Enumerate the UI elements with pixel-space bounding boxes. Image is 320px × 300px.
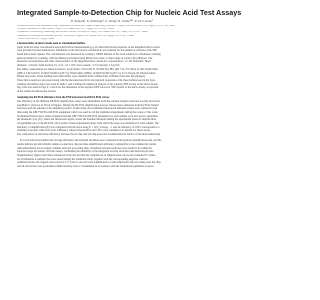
body-text-line: Key were also used in Figs 4, 5 and 6 for the simulation of the negative DEP forces for SEP capture of the micro-beads, as reported <box>17 86 159 90</box>
body-text-line: washing and elution steps were used in Table 1 and 2 during the numerical analysis of the capture (SEP forces) on the micro-beads. <box>17 82 159 86</box>
body-text <box>17 42 197 169</box>
body-text-line: and all extractions were performed within biosafety level 2 containment in accordance with the institutional guidelines in place. <box>17 165 155 168</box>
body-text-line: A logarithmic plot of the RT-PCR curve yields a linear exponential phase, from which the slope was estimated for each sample. The <box>17 121 159 125</box>
body-text-line: time using the ABI 7500 Fast RT-PCR equipment which was used for all the validation experiments during the course of this work. <box>17 110 158 114</box>
body-text-line: (WB1): 2 M GuSCN, 10 mM Tris-HCl (pH 7.5); Wash buffer (WB2): 10 mM Tris-HCl (pH 7.5), 0.1% Tween-20; Elution buffer: <box>17 71 157 75</box>
body-text-line: Supplementary figures and tables referenced in the text provide the complete set of amplification curves and computed Ct values <box>17 153 156 157</box>
body-text-line: with substantially lower reagent volumes and total processing time. Variations between replicates were found to be within the <box>17 146 152 150</box>
body-text-line: Additional notes: all reagents were stored at 4 °C prior to use and were equilibrated to room temperature before loading onto the chip, <box>17 161 161 165</box>
section-heading: Analyzing the RT-PCR efficiency from the PNP extracted viral RNA PCR curves <box>17 96 110 100</box>
body-text-line: based micro-bead capture. The concentration was measured by loading a 1000X dilution of the stock solution in a Neubauer counting <box>17 53 161 57</box>
body-text-line: in the results and discussion section. <box>17 89 57 93</box>
affiliation-3: ³Department of Microbiology, Immunology and Infectious Diseases, University of Calgary, 3330 Hospital Drive NW, Calgary, AB T2N 4N1, Canada <box>17 31 148 34</box>
affiliation-list <box>17 25 197 41</box>
body-text-line: increases with the amount of the amplified product. In this study, the normalized fluorescent emission values were captured in real <box>17 107 158 111</box>
body-text-line: diameter: ~2.8 µm; Solid fraction (%, w/v): 1.0 ± 10%; Iron content: ~12%; Density: 1.6 g/cm³. <box>17 64 121 68</box>
body-text-line: For each extraction method the average efficiency and standard deviation were computed from replicate amplification runs, and the <box>20 139 162 143</box>
affiliation-1: ¹Biosystems Research and Applications Group, Department of Electrical and Computer Engineering, University of Calgary, 2500 University Dr NW, Calgary, AB T2N 1N4, Canada <box>17 25 176 27</box>
body-text-line: hemocytometer for counting, with the dilution performed using RNase free water, to deter range of actual Ct(b) dilutions. The <box>17 56 153 60</box>
body-text-line: The efficiency of the different RT-PCR amplification assays were determined from the relevant samples extracted on-chip and on the <box>17 99 160 103</box>
paper-title: Integrated Sample-to-Detection Chip for Nucleic Acid Test Assays <box>17 8 242 17</box>
body-text-line: Apart from the mass concentration and solid fraction measurements (p), all other microbead properties of the magnified micro-beads <box>17 45 160 49</box>
affiliation-4: ⁴Department of Pathology and Laboratory Medicine, University of Calgary, 3330 Hospital Drive NW, Calgary, AB T2N 4N1, Canada <box>17 34 134 37</box>
body-text-line: Normalized fluorescence values obtained from the ABI 7500 Fast RT-PCR instrument for each sample were first used to determine <box>17 114 158 118</box>
body-text-line: were provided by the manufacturer. Estimation of the microbead concentration was required for the numerical analysis of the SEP <box>17 49 157 53</box>
body-text-line: efficiency of amplification (E) was computed from the slope using E = 10^(-1/slope) - 1, and an efficiency of 100% corresponds to a <box>17 125 160 129</box>
body-text-line: The comparison of extraction efficiency between the on-chip and off-chip protocols is summarized in Table 3 of the main manuscript. <box>17 133 161 136</box>
body-text-line: These micro-beads are processed along with the measured electrical and physical properties of the three buffers used in the lysis, <box>17 78 156 82</box>
body-text-line: The buffer compositions are listed as follows: Lysis buffer: 4 M GuSCN, 50 mM Tris-HCl (pH 7.5), 2% Triton X-100; Wash buffer <box>17 67 159 71</box>
affiliation-5: ⁵Alberta Health Services, Calgary, Canada <box>17 37 55 40</box>
body-text-line: results indicate the microfluidic sample-to-detection chip provides amplification efficiency comparable to the commercial system <box>17 142 157 146</box>
body-text-line: measured concentrations and other characteristics of the magnified micro-beads are: concentration: ~2×10⁸ beads/mL; Bead <box>17 60 151 64</box>
body-text-line: expected range for nucleic acid test assays, confirming the reliability of the integrated on-chip extraction and detection process. <box>17 150 154 154</box>
author-list: R. Prakash¹, K. Pabbaraju², S. Wong², R. Tellier³⁴⁵, K.V.I.S. Kaler¹ <box>70 19 154 23</box>
body-text-line: the threshold cycle (Ct), where the fluorescent signal crosses the baseline threshold during the exponential phase of amplification. <box>17 118 157 122</box>
body-text-line: easyMAG® extractor in Vivo4 at Figures. During the RT-PCR amplification process, fluorescence emissions from the PCR channel <box>17 103 159 107</box>
body-text-line: doubling of product with each cycle. Efficiency values between 90% and 110% were considered acceptable for these assays. <box>17 129 151 133</box>
body-text-line: for all influenza A samples that were tested during the validation study, together with the corresponding negative controls. <box>17 157 149 161</box>
body-text-line: RNase free water. These binding and wash buffers were obtained from commercially available extraction kits (Qiagen). <box>17 75 146 79</box>
affiliation-2: ²Provincial Laboratory for Public Health of Alberta, 3030 Hospital Drive NW, Calgary, AB T2N 4W4, Canada <box>17 28 114 31</box>
section-heading: Characteristics of micro-beads used as translational buffers <box>17 42 86 45</box>
